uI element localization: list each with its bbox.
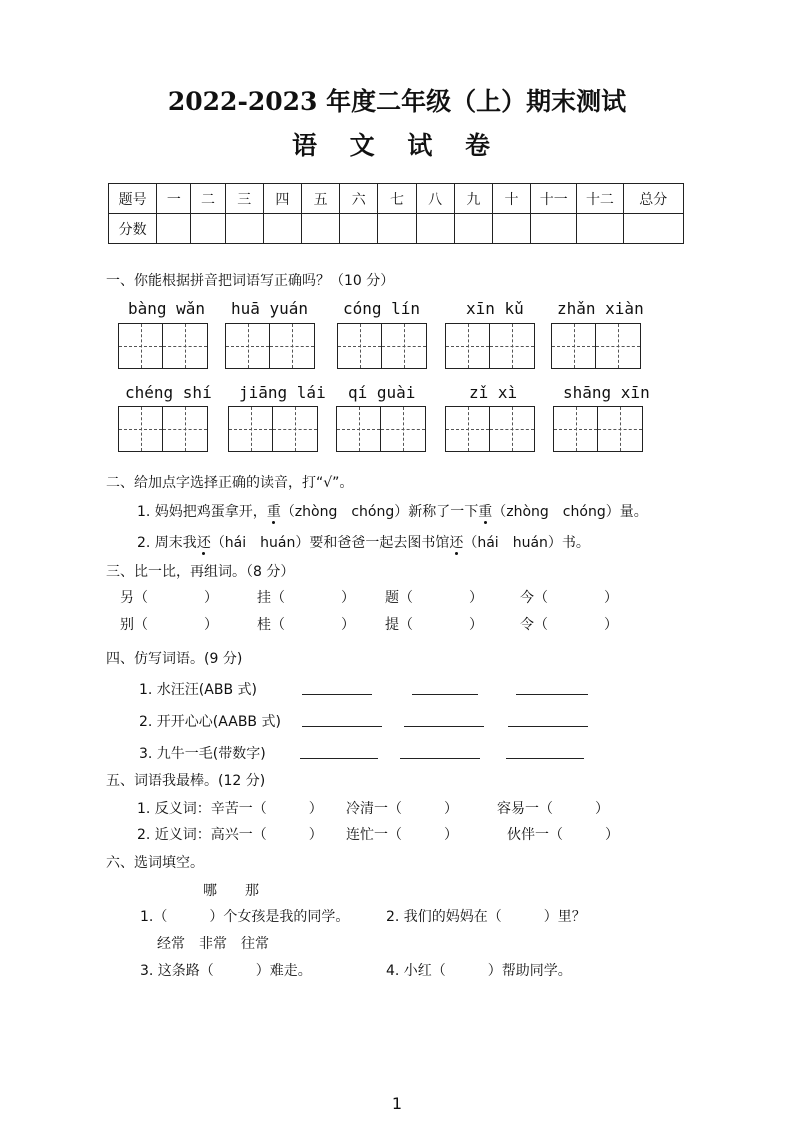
- score-cell[interactable]: [416, 214, 454, 244]
- answer-blank[interactable]: [508, 725, 588, 727]
- compare-item[interactable]: 令（ ）: [520, 617, 618, 633]
- section-4-heading: 四、仿写词语。(9 分): [106, 651, 243, 667]
- score-cell[interactable]: [378, 214, 416, 244]
- score-header-cell: 题号: [109, 184, 157, 214]
- score-row-label: 分数: [109, 214, 157, 244]
- pinyin-label: shāng xīn: [563, 383, 650, 402]
- dotted-char: 重: [266, 504, 281, 520]
- fill-question[interactable]: 2. 我们的妈妈在（ ）里？: [386, 909, 586, 925]
- score-cell[interactable]: [301, 214, 339, 244]
- writing-grid[interactable]: [551, 323, 641, 369]
- answer-blank[interactable]: [404, 725, 484, 727]
- pronunciation-options[interactable]: （hái huán）书。: [463, 535, 590, 551]
- score-header-cell: 十一: [531, 184, 577, 214]
- word-choices: 经常 非常 往常: [157, 936, 269, 952]
- total-score-cell[interactable]: [623, 214, 683, 244]
- writing-grid[interactable]: [445, 406, 535, 452]
- answer-blank[interactable]: [300, 757, 378, 759]
- pinyin-label: qí guài: [348, 383, 416, 402]
- answer-blank[interactable]: [302, 725, 382, 727]
- score-cell[interactable]: [577, 214, 623, 244]
- question-2-1: [137, 501, 648, 521]
- score-cell[interactable]: [191, 214, 225, 244]
- question-text: 1. 妈妈把鸡蛋拿开，: [137, 504, 267, 520]
- answer-blank[interactable]: [412, 693, 478, 695]
- section-6-heading: 六、选词填空。: [106, 855, 204, 871]
- synonym-item[interactable]: 连忙一（ ）: [346, 827, 458, 843]
- pinyin-label: zǐ xì: [469, 383, 518, 402]
- score-cell[interactable]: [225, 214, 263, 244]
- antonym-item[interactable]: 容易一（ ）: [497, 801, 609, 817]
- writing-grid[interactable]: [445, 323, 535, 369]
- pinyin-label: huā yuán: [231, 299, 309, 318]
- dotted-char: 还: [196, 535, 211, 551]
- synonym-item[interactable]: 2. 近义词：高兴一（ ）: [137, 827, 323, 843]
- section-2-heading: 二、给加点字选择正确的读音，打“√”。: [106, 475, 354, 491]
- score-cell[interactable]: [492, 214, 530, 244]
- score-table-score-row: [109, 214, 684, 244]
- pinyin-label: zhǎn xiàn: [557, 299, 644, 318]
- score-header-cell: 十: [492, 184, 530, 214]
- antonym-item[interactable]: 冷清一（ ）: [346, 801, 458, 817]
- answer-blank[interactable]: [400, 757, 480, 759]
- dotted-char: 重: [478, 504, 493, 520]
- pinyin-label: cóng lín: [343, 299, 421, 318]
- score-table-header-row: [109, 184, 684, 214]
- imitation-item: 3. 九牛一毛(带数字): [139, 746, 266, 762]
- writing-grid[interactable]: [336, 406, 426, 452]
- pronunciation-options[interactable]: （zhòng chóng）新称了一下: [280, 504, 479, 520]
- section-3-heading: 三、比一比，再组词。（8 分）: [106, 564, 295, 580]
- antonym-item[interactable]: 1. 反义词：辛苦一（ ）: [137, 801, 323, 817]
- pronunciation-options[interactable]: （zhòng chóng）量。: [492, 504, 648, 520]
- score-header-cell: 六: [340, 184, 378, 214]
- score-cell[interactable]: [157, 214, 191, 244]
- score-cell[interactable]: [454, 214, 492, 244]
- pinyin-label: bàng wǎn: [128, 299, 206, 318]
- writing-grid[interactable]: [228, 406, 318, 452]
- synonym-item[interactable]: 伙伴一（ ）: [507, 827, 619, 843]
- answer-blank[interactable]: [506, 757, 584, 759]
- score-header-cell: 总分: [623, 184, 683, 214]
- section-1-heading: 一、你能根据拼音把词语写正确吗？（10 分）: [106, 273, 395, 289]
- section-5-heading: 五、词语我最棒。(12 分): [106, 773, 266, 789]
- writing-grid[interactable]: [118, 406, 208, 452]
- compare-item[interactable]: 题（ ）: [385, 590, 483, 606]
- pinyin-label: xīn kǔ: [466, 299, 524, 318]
- compare-item[interactable]: 今（ ）: [520, 590, 618, 606]
- writing-grid[interactable]: [337, 323, 427, 369]
- page-title: 2022-2023 年度二年级（上）期末测试: [167, 87, 627, 116]
- pinyin-label: chéng shí: [125, 383, 212, 402]
- pronunciation-options[interactable]: （hái huán）要和爸爸一起去图书馆: [210, 535, 450, 551]
- writing-grid[interactable]: [553, 406, 643, 452]
- score-cell[interactable]: [263, 214, 301, 244]
- question-text: 2. 周末我: [137, 535, 197, 551]
- page-subtitle: 语 文 试 卷: [291, 131, 503, 160]
- score-header-cell: 十二: [577, 184, 623, 214]
- pinyin-label: jiāng lái: [239, 383, 326, 402]
- compare-item[interactable]: 挂（ ）: [257, 590, 355, 606]
- fill-question[interactable]: 1.（ ）个女孩是我的同学。: [140, 909, 350, 925]
- score-header-cell: 四: [263, 184, 301, 214]
- score-cell[interactable]: [531, 214, 577, 244]
- score-header-cell: 九: [454, 184, 492, 214]
- compare-item[interactable]: 另（ ）: [120, 590, 218, 606]
- page-number: 1: [391, 1094, 403, 1113]
- score-header-cell: 八: [416, 184, 454, 214]
- compare-item[interactable]: 提（ ）: [385, 617, 483, 633]
- answer-blank[interactable]: [516, 693, 588, 695]
- answer-blank[interactable]: [302, 693, 372, 695]
- score-cell[interactable]: [340, 214, 378, 244]
- imitation-item: 1. 水汪汪(ABB 式): [139, 682, 257, 698]
- dotted-char: 还: [449, 535, 464, 551]
- imitation-item: 2. 开开心心(AABB 式): [139, 714, 281, 730]
- score-header-cell: 五: [301, 184, 339, 214]
- writing-grid[interactable]: [118, 323, 208, 369]
- question-2-2: [137, 532, 590, 552]
- score-header-cell: 三: [225, 184, 263, 214]
- score-table: [108, 183, 684, 244]
- score-header-cell: 七: [378, 184, 416, 214]
- fill-question[interactable]: 3. 这条路（ ）难走。: [140, 963, 312, 979]
- word-choices: 哪 那: [203, 883, 259, 899]
- writing-grid[interactable]: [225, 323, 315, 369]
- fill-question[interactable]: 4. 小红（ ）帮助同学。: [386, 963, 572, 979]
- compare-item[interactable]: 桂（ ）: [257, 617, 355, 633]
- compare-item[interactable]: 别（ ）: [120, 617, 218, 633]
- score-header-cell: 二: [191, 184, 225, 214]
- score-header-cell: 一: [157, 184, 191, 214]
